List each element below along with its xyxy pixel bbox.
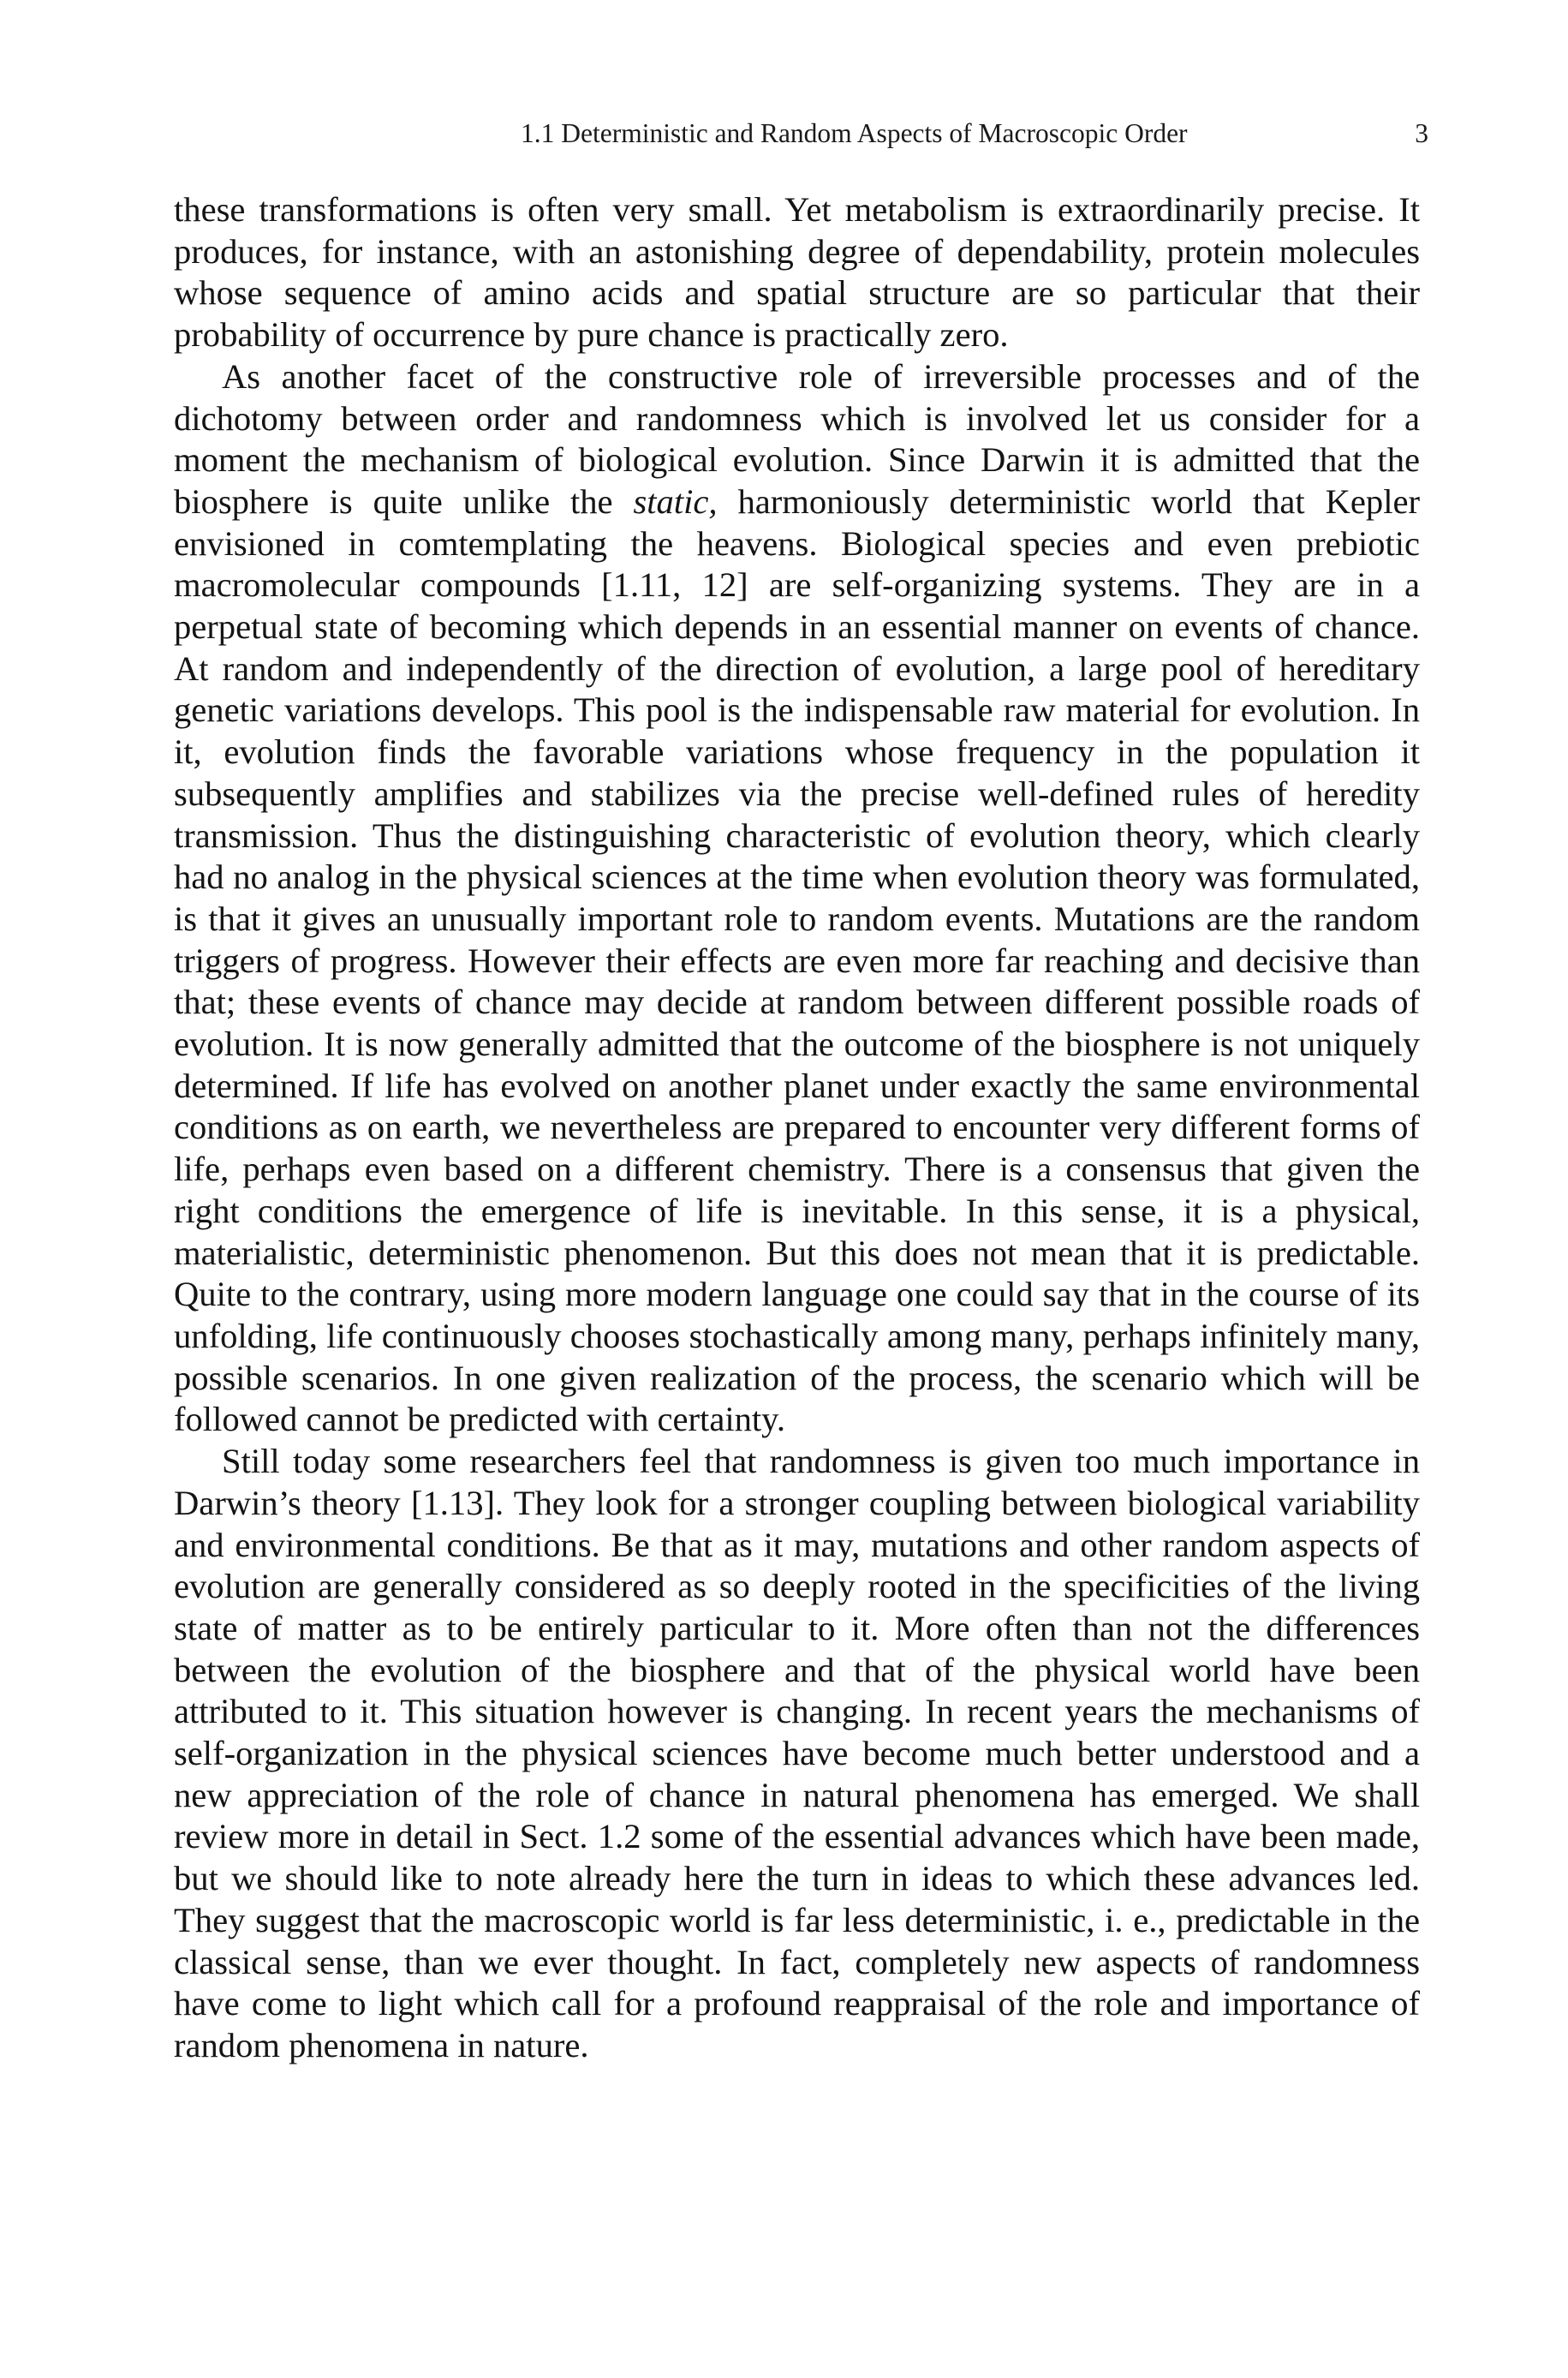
paragraph-3: Still today some researchers feel that randomness is given too much importance in Darwin’s theory [1.13]. They look for a stronger coupling between biological variability and environmental conditions. Be that as it may, mutations and other random aspects of evolution are generally considered as so deeply rooted in the specificities of the living state of matter as to be entirely particular to it. More often than not the differences between the evolution of the biosphere and that of the physical world have been attributed to it. This situation however is changing. In recent years the mechanisms of self-organization in the physical sciences have become much better understood and a new appreciation of the role of chance in natural phenomena has emerged. We shall review more in detail in Sect. 1.2 some of the essential advances which have been made, but we should like to note already here the turn in ideas to which these advances led. They suggest that the macroscopic world is far less deterministic, i. e., predictable in the classical sense, than we ever thought. In fact, completely new aspects of randomness have come to light which call for a profound reappraisal of the role and importance of random phenomena in nature. — [174, 1442, 1420, 2064]
paragraph-2-text-after: harmoniously deterministic world that Kepler envisioned in comtemplating the heavens. Biological species and even prebiotic macromolecular compounds [1.11, 12] are self-organizing systems. They are in a perpetual state of becoming which depends in an essential manner on events of chance. At random and independently of the direction of evolution, a large pool of hereditary genetic variations develops. This pool is the indispensable raw material for evolution. In it, evolution finds the favorable variations whose frequency in the population it subsequently amplifies and stabilizes via the precise well-defined rules of heredity transmission. Thus the distinguishing characteristic of evolution theory, which clearly had no analog in the physical sciences at the time when evolution theory was formulated, is that it gives an unusually important role to random events. Mutations are the random triggers of progress. However their effects are even more far reaching and decisive than that; these events of chance may decide at random between different possible roads of evolution. It is now generally admitted that the outcome of the biosphere is not uniquely determined. If life has evolved on another planet under exactly the same environmental conditions as on earth, we nevertheless are prepared to encounter very different forms of life, perhaps even based on a different chemistry. There is a consensus that given the right conditions the emergence of life is inevitable. In this sense, it is a physical, materialistic, deterministic phenomenon. But this does not mean that it is predictable. Quite to the contrary, using more modern language one could say that in the course of its unfolding, life continuously chooses stochastically among many, perhaps infinitely many, possible scenarios. In one given realization of the process, the scenario which will be followed cannot be predicted with certainty. — [174, 481, 1420, 1439]
running-head-title: 1.1 Deterministic and Random Aspects of Macroscopic Order — [521, 118, 1188, 148]
running-head — [521, 115, 1428, 152]
body-text — [174, 189, 1420, 2067]
page-number: 3 — [1415, 118, 1428, 148]
paragraph-2 — [174, 356, 1420, 1441]
paragraph-2-emphasis: static, — [633, 481, 718, 521]
paragraph-2-text-before: As another facet of the constructive role of irreversible processes and of the dichotomy between order and randomness which is involved let us consider for a moment the mechanism of biological evolution. Since Darwin it is admitted that the biosphere is quite unlike the — [174, 356, 1420, 521]
paragraph-1: these transformations is often very small. Yet metabolism is extraordinarily precise. It produces, for instance, with an astonishing degree of dependability, protein molecules whose sequence of amino acids and spatial structure are so particular that their probability of occurrence by pure chance is practically zero. — [174, 190, 1420, 355]
